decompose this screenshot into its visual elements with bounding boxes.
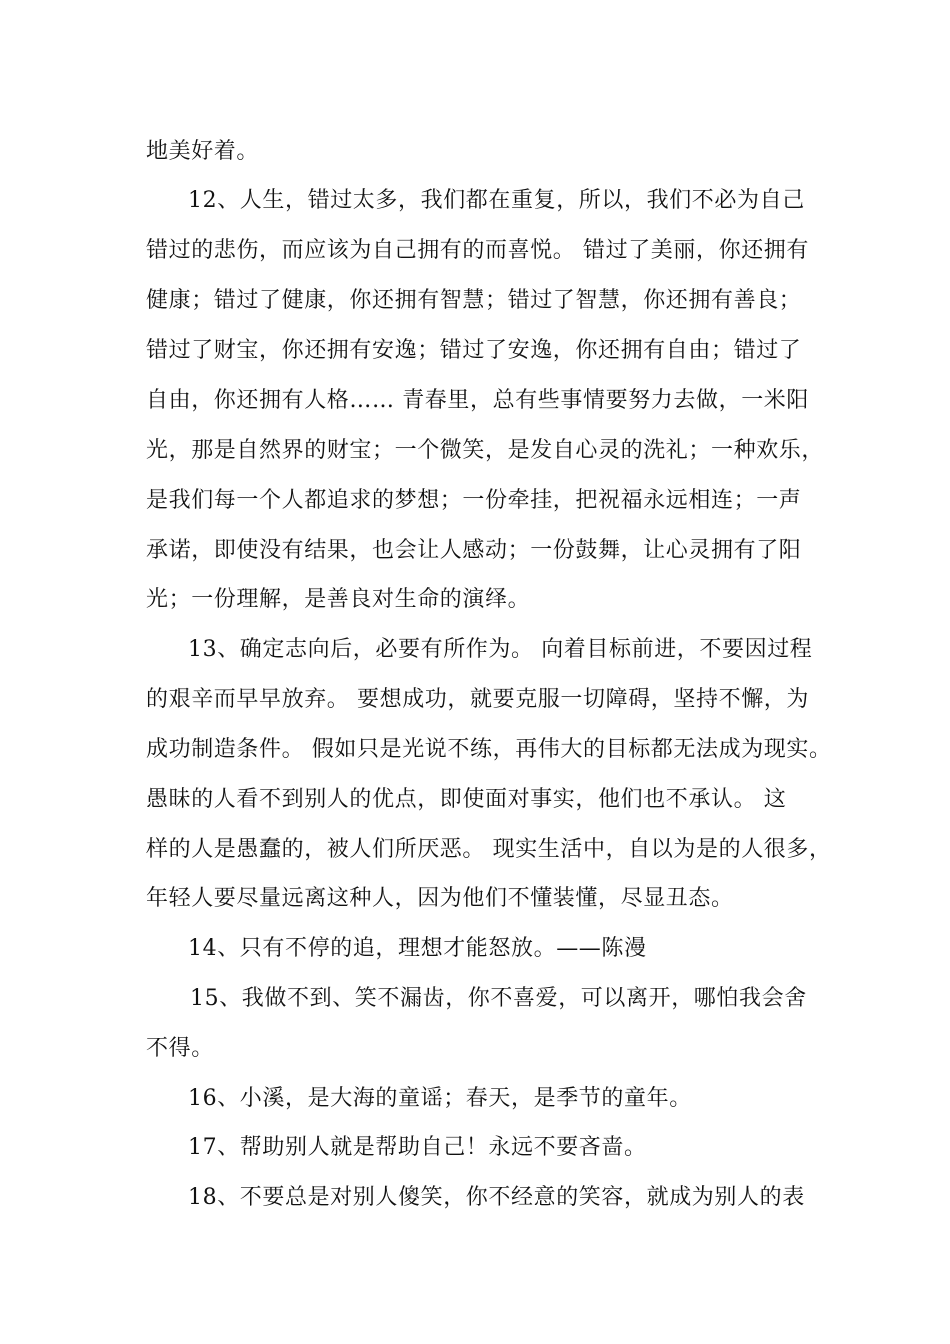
- text-line: 成功制造条件。 假如只是光说不练，再伟大的目标都无法成为现实。: [146, 737, 832, 762]
- paragraph-16: 16、小溪，是大海的童谣；春天，是季节的童年。: [188, 1086, 692, 1111]
- paragraph-12-start: 12、人生，错过太多，我们都在重复，所以，我们不必为自己: [188, 188, 805, 213]
- text-line: 错过的悲伤，而应该为自己拥有的而喜悦。 错过了美丽，你还拥有: [146, 238, 809, 263]
- text-line: 光；一份理解，是善良对生命的演绎。: [146, 587, 531, 612]
- text-line: 光，那是自然界的财宝；一个微笑，是发自心灵的洗礼；一种欢乐，: [146, 438, 825, 463]
- text-line: 错过了财宝，你还拥有安逸；错过了安逸，你还拥有自由；错过了: [146, 338, 802, 363]
- text-line: 愚昧的人看不到别人的优点，即使面对事实，他们也不承认。 这: [146, 787, 787, 812]
- paragraph-13-start: 13、确定志向后，必要有所作为。 向着目标前进，不要因过程: [188, 637, 813, 662]
- paragraph-14: 14、只有不停的追，理想才能怒放。——陈漫: [188, 936, 647, 961]
- text-line: 承诺，即使没有结果，也会让人感动；一份鼓舞，让心灵拥有了阳: [146, 538, 802, 563]
- text-line: 的艰辛而早早放弃。 要想成功，就要克服一切障碍，坚持不懈，为: [146, 687, 809, 712]
- text-line: 年轻人要尽量远离这种人，因为他们不懂装懂，尽显丑态。: [146, 886, 734, 911]
- text-line: 不得。: [146, 1036, 214, 1061]
- paragraph-15-start: 15、我做不到、笑不漏齿，你不喜爱，可以离开，哪怕我会舍: [190, 986, 807, 1011]
- text-line: 样的人是愚蠢的，被人们所厌恶。 现实生活中，自以为是的人很多，: [146, 837, 832, 862]
- text-line: 是我们每一个人都追求的梦想；一份牵挂，把祝福永远相连；一声: [146, 488, 802, 513]
- paragraph-17: 17、帮助别人就是帮助自己！永远不要吝啬。: [188, 1135, 647, 1160]
- text-line: 健康；错过了健康，你还拥有智慧；错过了智慧，你还拥有善良；: [146, 288, 802, 313]
- text-line: 地美好着。: [146, 139, 260, 164]
- paragraph-18-start: 18、不要总是对别人傻笑，你不经意的笑容，就成为别人的表: [188, 1185, 805, 1210]
- text-line: 自由，你还拥有人格…… 青春里，总有些事情要努力去做，一米阳: [146, 388, 809, 413]
